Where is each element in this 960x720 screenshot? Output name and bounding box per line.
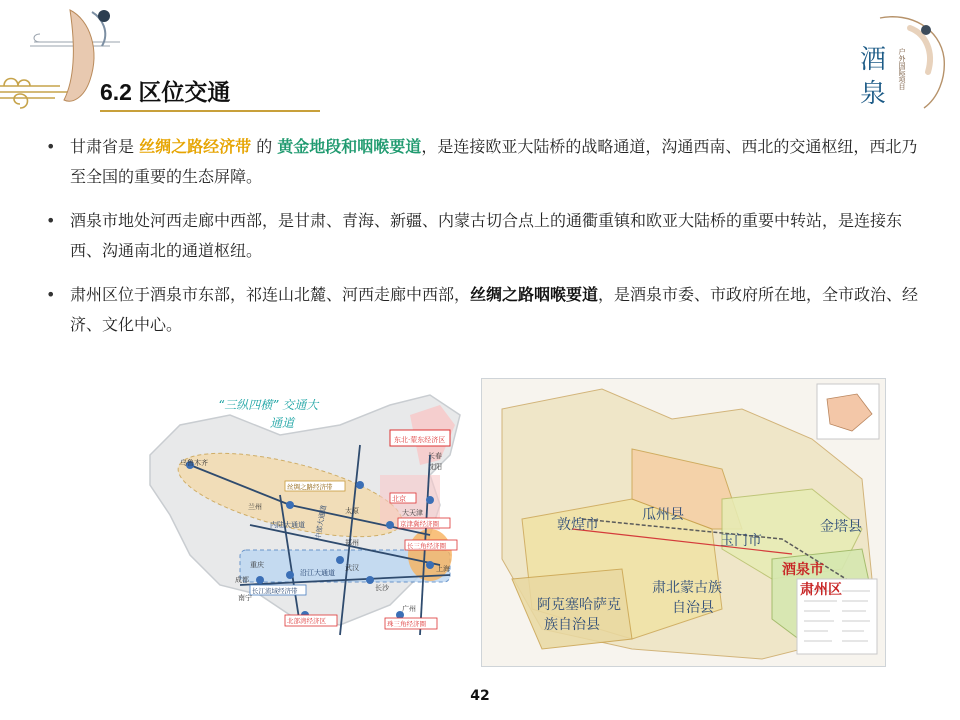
map-caption-line1: “三纵四横” 交通大 [218,398,319,412]
apsara-figure-icon [840,8,950,123]
label-urumqi: 乌鲁木齐 [180,459,208,467]
bullet-dot-icon: • [46,211,56,230]
label-yangtze-delta: 长三角经济圈 [407,542,446,550]
label-wuhan: 武汉 [345,564,359,572]
title-underline [100,110,320,112]
label-subei-line2: 自治县 [672,600,714,616]
label-jiuquan: 酒泉市 [782,562,824,578]
china-transport-map [140,385,480,645]
label-akesai-line2: 族自治县 [544,617,600,633]
label-yumen: 玉门市 [720,533,762,549]
yangtze-delta-zone [408,529,452,581]
bullet-item-jiuquan: • 酒泉市地处河西走廊中西部，是甘肃、青海、新疆、内蒙古切合点上的通衢重镇和欧亚大陆桥的重要中转站，是连接东西、沟通南北的通道枢纽。 [40,206,920,266]
label-chongqing: 重庆 [250,561,264,569]
label-suzhou-district: 肃州区 [800,582,842,598]
label-zhengzhou: 郑州 [345,539,359,547]
bullet-item-suzhou: • 肃州区位于酒泉市东部，祁连山北麓、河西走廊中西部，丝绸之路咽喉要道，是酒泉市委、市政府所在地，全市政治、经济、文化中心。 [40,280,920,340]
label-dunhuang: 敦煌市 [557,517,599,533]
label-lanzhou: 兰州 [248,503,262,511]
label-central-corridor: 中部大通道 [314,504,329,541]
label-tianjin: 大天津 [402,509,423,517]
label-beijing: 北京 [392,495,406,503]
label-silk-belt: 丝绸之路经济带 [287,483,333,491]
bullet-dot-icon: • [46,285,56,304]
logo-char-1: 酒 [860,45,887,75]
label-jingjinji: 京津冀经济圈 [400,520,439,528]
label-changsha: 长沙 [375,584,389,592]
map-caption-line2: 通道 [270,416,295,430]
label-guazhou: 瓜州县 [642,507,684,523]
logo-char-2: 泉 [860,79,887,109]
highlight-silk-road-belt: 丝绸之路经济带 [139,137,252,156]
highlight-silk-road-throat: 丝绸之路咽喉要道 [470,285,599,304]
label-pearl-delta: 珠三角经济圈 [387,620,426,628]
jiuquan-region-map [481,378,886,667]
label-taiyuan: 太原 [345,507,359,515]
label-shenyang: 沈阳 [428,463,442,471]
label-northeast: 东北·蒙东经济区 [394,436,446,444]
bullet-dot-icon: • [46,137,56,156]
page-number: 42 [470,688,490,704]
label-yangtze-belt: 长江流域经济带 [252,587,298,595]
jiuquan-logo [840,8,950,123]
bullet-item-gansu: • 甘肃省是 丝绸之路经济带 的 黄金地段和咽喉要道，是连接欧亚大陆桥的战略通道，沟通西南、西北的交通枢纽，西北乃至全国的重要的生态屏障。 [40,132,920,192]
label-chengdu: 成都 [235,576,249,584]
highlight-golden-section: 黄金地段和咽喉要道 [277,137,422,156]
logo-subtitle: 户外国际项目 [898,48,906,90]
label-akesai-line1: 阿克塞哈萨克 [537,597,621,613]
label-beibu: 北部湾经济区 [287,617,326,625]
label-jinta: 金塔县 [820,519,862,535]
label-inland-corridor: 内陆大通道 [270,521,305,529]
label-nanning: 南宁 [238,594,252,602]
slide-title: 6.2 区位交通 [100,79,231,105]
label-guangzhou: 广州 [402,605,416,613]
label-coastal: 沿江大通道 [300,569,335,577]
bullet-list [40,132,920,354]
label-changchun: 长春 [428,452,442,460]
label-subei-line1: 肃北蒙古族 [652,580,722,596]
label-shanghai: 上海 [436,565,450,573]
